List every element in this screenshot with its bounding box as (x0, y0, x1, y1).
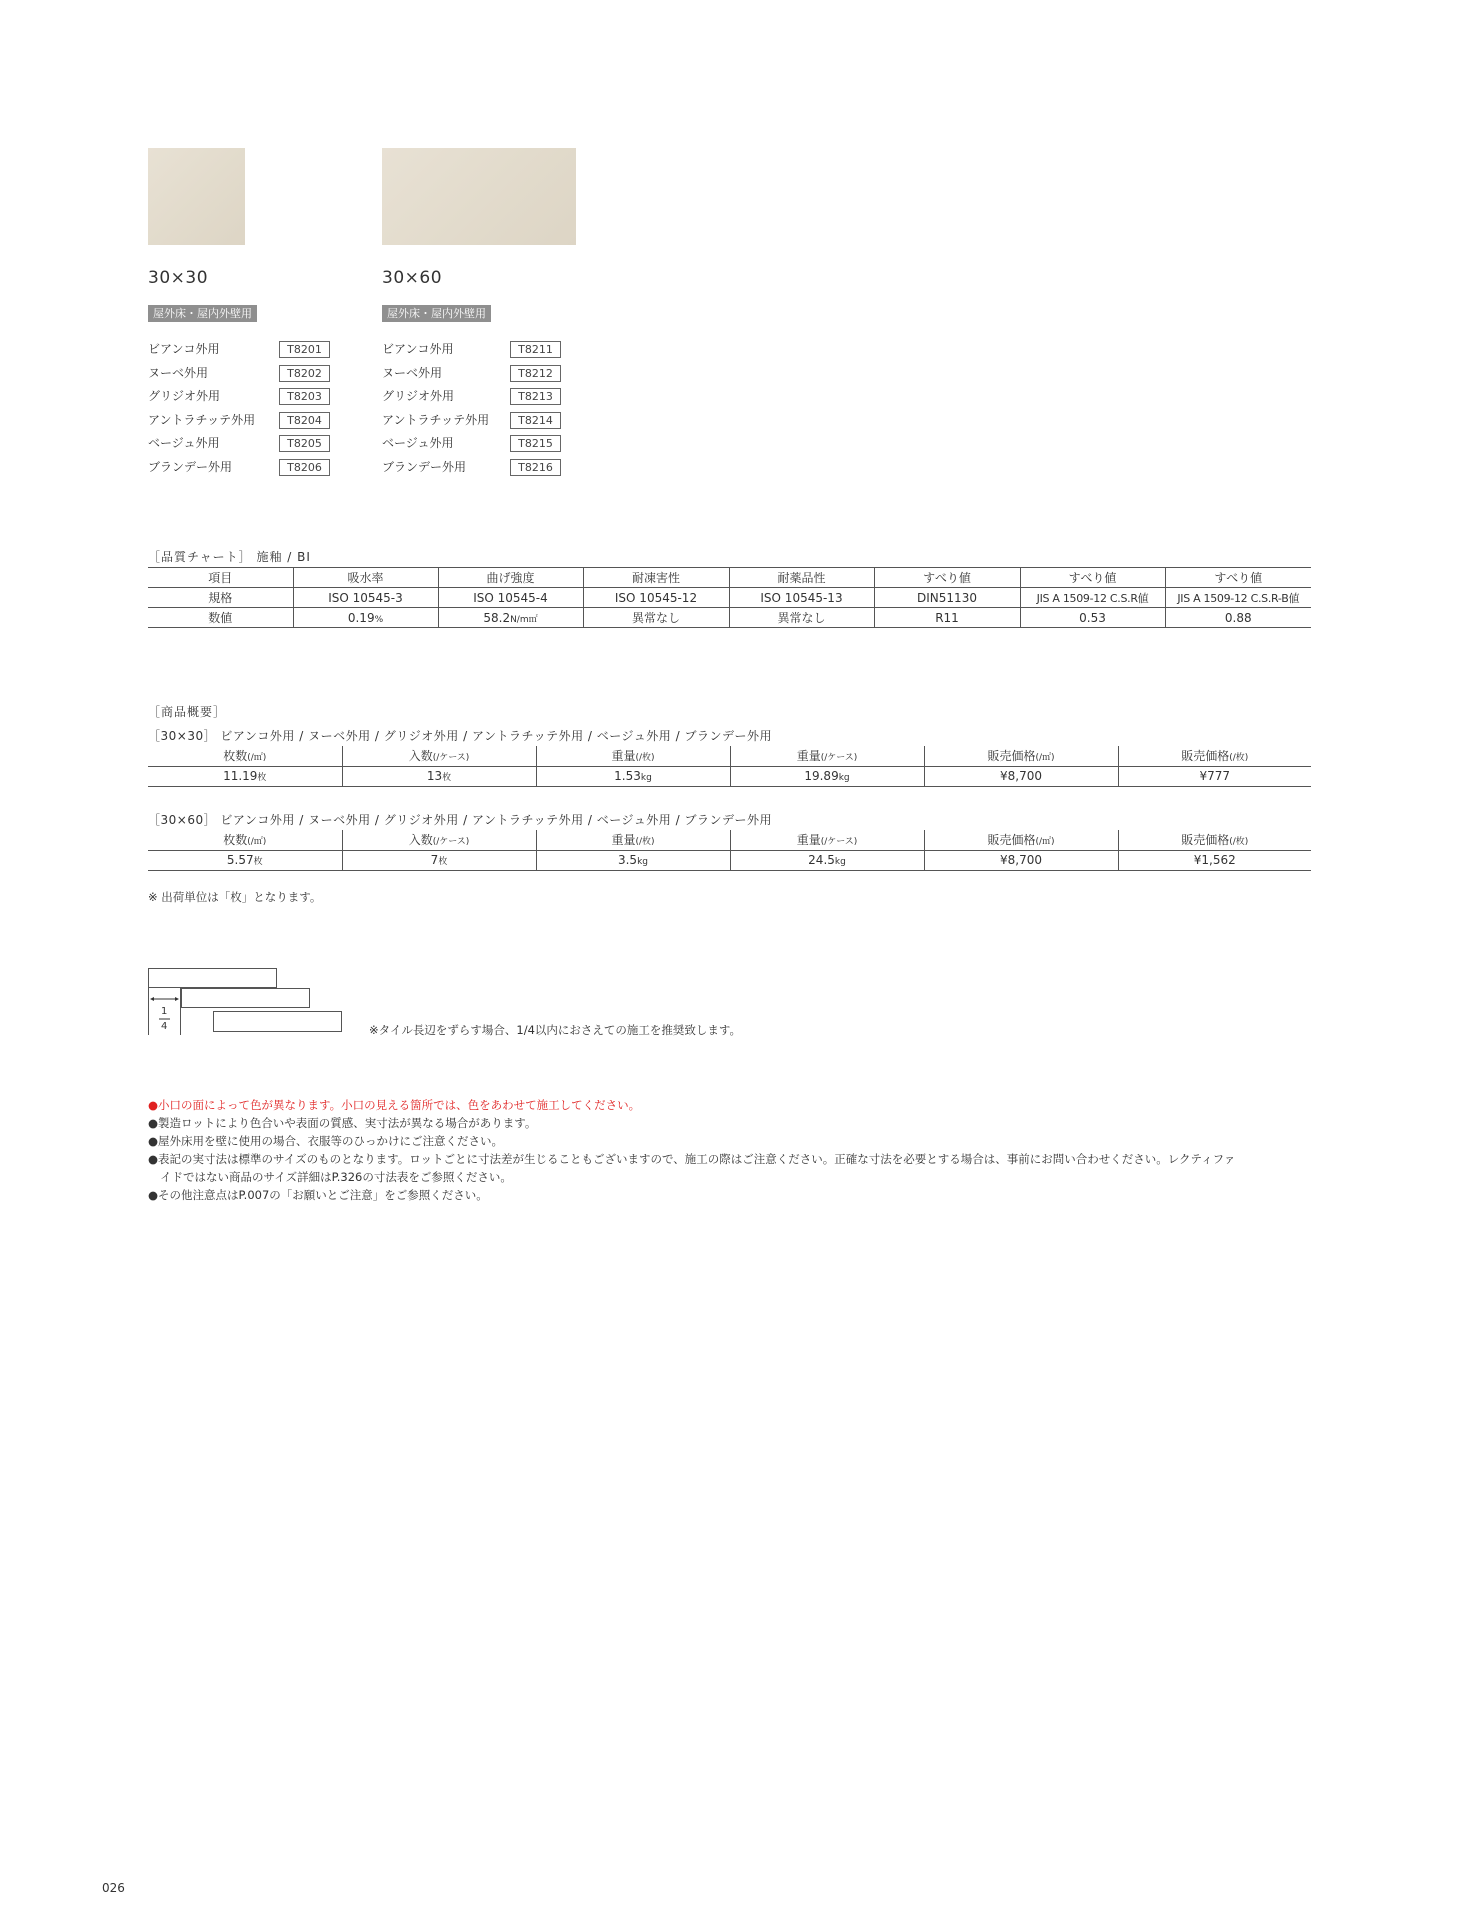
table-cell: ¥8,700 (924, 850, 1118, 870)
product-summary-title: ［商品概要］ (148, 705, 227, 719)
product-code: T8204 (279, 412, 330, 429)
offset-note: ※タイル長辺をずらす場合、1/4以内におさえての施工を推奨致します。 (369, 1023, 741, 1037)
tile-brick (181, 988, 310, 1008)
list-item (148, 411, 333, 435)
product-code: T8215 (510, 435, 561, 452)
usage-tag-30x30: 屋外床・屋内外壁用 (148, 305, 257, 322)
product-code-list-30x60 (382, 340, 567, 481)
summary-30x60-title: ［30×60］ ビアンコ外用 / ヌーベ外用 / グリジオ外用 / アントラチッテ外用 / ベージュ外用 / ブランデー外用 (148, 813, 772, 827)
caution-note: ●表記の実寸法は標準のサイズのものとなります。ロットごとに寸法差が生じることもございますので、施工の際はご注意ください。正確な寸法を必要とする場合は、事前にお問い合わせください。レクティファ (148, 1152, 1236, 1166)
page-number: 026 (102, 1881, 125, 1895)
list-item (148, 364, 333, 388)
summary-table-30x60 (148, 830, 1311, 871)
summary-table-30x30 (148, 746, 1311, 787)
table-cell: JIS A 1509-12 C.S.R-B値 (1165, 588, 1311, 608)
table-cell: 項目 (148, 568, 293, 588)
table-cell: 24.5kg (730, 850, 924, 870)
shipping-unit-note: ※ 出荷単位は「枚」となります。 (148, 890, 322, 904)
product-name: ヌーベ外用 (382, 365, 443, 380)
table-row (148, 608, 1311, 628)
table-cell: JIS A 1509-12 C.S.R値 (1020, 588, 1165, 608)
caution-note: ●屋外床用を壁に使用の場合、衣服等のひっかけにご注意ください。 (148, 1134, 504, 1148)
product-name: グリジオ外用 (382, 389, 455, 403)
list-item (382, 458, 567, 482)
table-cell: 吸水率 (293, 568, 438, 588)
value: 0.19 (347, 610, 375, 625)
list-item (382, 434, 567, 458)
list-item (382, 364, 567, 388)
unit: % (374, 614, 384, 625)
table-cell: 0.53 (1020, 608, 1165, 628)
value: 58.2 (483, 610, 511, 625)
usage-tag-30x60: 屋外床・屋内外壁用 (382, 305, 491, 322)
table-header: 入数(/ケース) (342, 746, 536, 766)
table-cell: 5.57枚 (148, 850, 342, 870)
table-cell: 異常なし (583, 608, 729, 628)
table-cell: R11 (874, 608, 1020, 628)
product-code: T8211 (510, 341, 561, 358)
table-cell: 3.5kg (536, 850, 730, 870)
product-code: T8202 (279, 365, 330, 382)
table-header: 販売価格(/㎡) (924, 830, 1118, 850)
table-header: 重量(/ケース) (730, 746, 924, 766)
product-name: ビアンコ外用 (382, 342, 454, 356)
table-cell: 耐凍害性 (583, 568, 729, 588)
offset-arrow-icon (148, 988, 188, 1038)
summary-30x30-title: ［30×30］ ビアンコ外用 / ヌーベ外用 / グリジオ外用 / アントラチッテ外用 / ベージュ外用 / ブランデー外用 (148, 729, 772, 743)
tile-brick (213, 1011, 342, 1032)
product-code: T8214 (510, 412, 561, 429)
table-cell (293, 608, 438, 628)
product-name: ベージュ外用 (382, 436, 454, 450)
unit: N/m㎡ (510, 614, 538, 625)
product-name: ビアンコ外用 (148, 342, 220, 356)
table-header: 枚数(/㎡) (148, 746, 342, 766)
list-item (382, 387, 567, 411)
table-header: 入数(/ケース) (342, 830, 536, 850)
table-header: 重量(/枚) (536, 830, 730, 850)
table-cell: ¥1,562 (1118, 850, 1311, 870)
product-name: ブランデー外用 (148, 459, 233, 474)
product-code: T8203 (279, 388, 330, 405)
fraction-numerator: 1 (161, 1006, 168, 1017)
table-cell: すべり値 (1020, 568, 1165, 588)
caution-note: ●製造ロットにより色合いや表面の質感、実寸法が異なる場合があります。 (148, 1116, 537, 1130)
list-item (148, 387, 333, 411)
caution-note-red: ●小口の面によって色が異なります。小口の見える箇所では、色をあわせて施工してください。 (148, 1098, 641, 1112)
table-row (148, 766, 1311, 786)
table-cell: ISO 10545-12 (583, 588, 729, 608)
table-header: 重量(/ケース) (730, 830, 924, 850)
product-name: ブランデー外用 (382, 459, 467, 474)
product-code: T8213 (510, 388, 561, 405)
product-name: アントラチッテ外用 (382, 412, 490, 427)
table-cell: 異常なし (729, 608, 874, 628)
table-header: 販売価格(/㎡) (924, 746, 1118, 766)
product-name: ヌーベ外用 (148, 365, 209, 380)
table-cell: 1.53kg (536, 766, 730, 786)
product-code-list-30x30 (148, 340, 333, 481)
table-cell: ¥777 (1118, 766, 1311, 786)
table-cell: すべり値 (874, 568, 1020, 588)
table-cell: 数値 (148, 608, 293, 628)
table-row (148, 850, 1311, 870)
table-cell: 11.19枚 (148, 766, 342, 786)
tile-swatch-30x60 (382, 148, 576, 245)
table-cell: ISO 10545-13 (729, 588, 874, 608)
tile-swatch-30x30 (148, 148, 245, 245)
table-cell: ISO 10545-3 (293, 588, 438, 608)
list-item (382, 340, 567, 364)
table-header: 枚数(/㎡) (148, 830, 342, 850)
caution-notes (148, 1096, 1235, 1204)
table-cell: すべり値 (1165, 568, 1311, 588)
caution-note-continued: イドではない商品のサイズ詳細はP.326の寸法表をご参照ください。 (160, 1170, 512, 1184)
table-cell: ¥8,700 (924, 766, 1118, 786)
size-label-30x30: 30×30 (148, 268, 209, 288)
table-cell: 0.88 (1165, 608, 1311, 628)
product-name: ベージュ外用 (148, 436, 220, 450)
product-code: T8201 (279, 341, 330, 358)
table-cell (438, 608, 583, 628)
table-header: 販売価格(/枚) (1118, 746, 1311, 766)
product-code: T8212 (510, 365, 561, 382)
table-header: 販売価格(/枚) (1118, 830, 1311, 850)
table-row (148, 746, 1311, 766)
table-cell: 7枚 (342, 850, 536, 870)
table-cell: 13枚 (342, 766, 536, 786)
table-cell: 耐薬品性 (729, 568, 874, 588)
fraction-denominator: 4 (161, 1021, 168, 1032)
product-code: T8205 (279, 435, 330, 452)
list-item (148, 340, 333, 364)
table-row (148, 588, 1311, 608)
table-cell: 19.89kg (730, 766, 924, 786)
table-header: 重量(/枚) (536, 746, 730, 766)
table-cell: 曲げ強度 (438, 568, 583, 588)
product-code: T8206 (279, 459, 330, 476)
table-cell: 規格 (148, 588, 293, 608)
size-label-30x60: 30×60 (382, 268, 443, 288)
quality-chart-title: ［品質チャート］ 施釉 / BⅠ (148, 550, 311, 564)
quality-chart-table (148, 567, 1311, 628)
product-name: アントラチッテ外用 (148, 412, 256, 427)
list-item (148, 434, 333, 458)
table-cell: DIN51130 (874, 588, 1020, 608)
table-cell: ISO 10545-4 (438, 588, 583, 608)
product-name: グリジオ外用 (148, 389, 221, 403)
list-item (382, 411, 567, 435)
tile-brick (148, 968, 277, 988)
table-row (148, 568, 1311, 588)
caution-note: ●その他注意点はP.007の「お願いとご注意」をご参照ください。 (148, 1188, 488, 1202)
product-code: T8216 (510, 459, 561, 476)
table-row (148, 830, 1311, 850)
list-item (148, 458, 333, 482)
